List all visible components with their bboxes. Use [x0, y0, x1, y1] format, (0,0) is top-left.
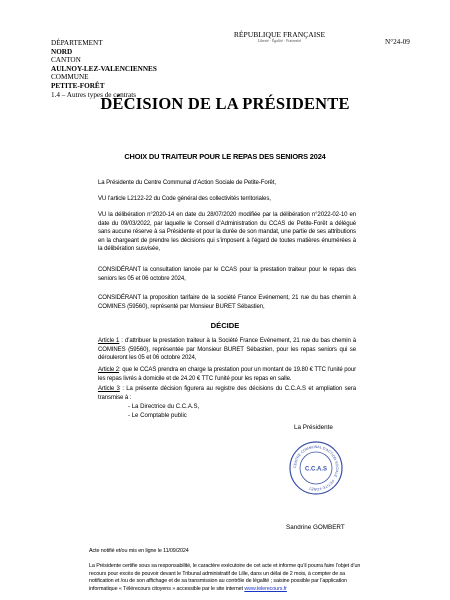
article-3-label: Article 3 — [98, 386, 120, 392]
preamble-president: La Présidente du Centre Communal d’Action Sociale de Petite-Forêt, — [98, 180, 276, 186]
considerant-text: la proposition tarifaire de la société France Evénement, 21 rue du bas chemin à COMINES (59560), représenté par Monsieur BURET Sébastien, — [98, 295, 356, 310]
stamp-center-text: C.C.A.S — [304, 466, 328, 473]
article-3-text: : La présente décision figurera au registre des décisions du C.C.A.S et ampliation sera transmise à : — [98, 386, 356, 401]
article-2-text: : que le CCAS prendra en charge la prestation pour un montant de 19.80 € TTC l’unité pour les repas livrés à domicile et de 24.20 € TTC l’unité pour les repas en salle. — [98, 367, 357, 382]
administrative-header — [51, 39, 157, 99]
commune-value: PETITE-FORÊT — [51, 81, 105, 90]
ccas-stamp — [288, 440, 344, 496]
page-title: DÉCISION DE LA PRÉSIDENTE — [100, 94, 350, 113]
article-3 — [98, 385, 356, 402]
preamble-considerant-consultation — [98, 266, 356, 283]
canton-value: AULNOY-LEZ-VALENCIENNES — [51, 64, 157, 73]
stamp-ring-text: CENTRE COMMUNAL D'ACTION SOCIALE · PETITE-FORÊT — [292, 444, 340, 492]
article-1 — [98, 337, 356, 363]
decision-reference: N°24-09 — [385, 38, 410, 46]
decide-heading: DÉCIDE — [210, 321, 240, 330]
republic-name: RÉPUBLIQUE FRANÇAISE — [233, 30, 326, 39]
signatory-role: La Présidente — [294, 424, 333, 431]
republic-motto: Liberté · Égalité · Fraternité — [257, 39, 302, 43]
legal-notice-text: La Présidente certifie sous sa responsabilité, le caractère exécutoire de cet acte et informe qu’il pourra faire l’objet d’un recours pour excès de pouvoir devant le Tribunal administratif de Lille, dans un délai de 2 mois, à compter de sa notification et /ou de son affichage et de sa transmission au contrôle de légalité ; saisine possible par l’application informatique « Télérecours citoyens » accessible par le site internet — [89, 563, 361, 592]
decision-subject: CHOIX DU TRAITEUR POUR LE REPAS DES SENIORS 2024 — [124, 152, 326, 161]
article-1-text: : d’attribuer la prestation traiteur à la Société France Evénement, 21 rue du bas chemin à COMINES (59560), représentée par Monsieur BURET Sébastien, pour les repas seniors qui se dérouleront les 05 et 06 octobre 2024, — [98, 338, 356, 362]
considerant-lead: CONSIDÉRANT — [98, 267, 141, 273]
act-category: 1.4 – Autres types de contrats — [51, 90, 137, 99]
preamble-considerant-offer — [98, 294, 356, 311]
legal-notice — [89, 563, 369, 593]
departement-value: NORD — [51, 47, 73, 56]
article-1-label: Article 1 — [98, 338, 120, 344]
recipient-item: - Le Comptable public — [128, 412, 187, 419]
departement-label: DÉPARTEMENT — [51, 39, 103, 47]
considerant-lead: CONSIDÉRANT — [98, 295, 141, 301]
article-2 — [98, 366, 356, 383]
canton-label: CANTON — [51, 56, 81, 65]
republic-mark — [232, 31, 327, 44]
recipient-item: - La Directrice du C.C.A.S, — [128, 404, 200, 410]
preamble-vu-cgct: VU l’article L2122-22 du Code général des collectivités territoriales, — [98, 196, 271, 202]
signatory-name: Sandrine GOMBERT — [286, 524, 345, 531]
considerant-text: la consultation lancée par le CCAS pour la prestation traiteur pour le repas des seniors les 05 et 06 octobre 2024, — [98, 267, 356, 282]
posting-notice: Acte notifié et/ou mis en ligne le 11/09/2024 — [89, 548, 189, 554]
telerecours-link[interactable]: www.telerecours.fr — [244, 585, 287, 592]
recipients-list — [128, 403, 199, 420]
preamble-vu-deliberation: VU la délibération n°2020-14 en date du 28/07/2020 modifiée par la délibération n°2022-02-10 en date du 09/03/2022, par laquelle le Conseil d’Administration du CCAS de Petite-Forêt a délégué sans aucune réserve à sa Présidente et pour la durée de son mandat, une partie de ses attributions en la chargeant de prendre les décisions qui s’imposent à l’égard de toutes matières énumérées à la délibération susvisée, — [98, 212, 356, 253]
article-2-label: Article 2 — [98, 367, 120, 373]
commune-label: COMMUNE — [51, 73, 89, 82]
